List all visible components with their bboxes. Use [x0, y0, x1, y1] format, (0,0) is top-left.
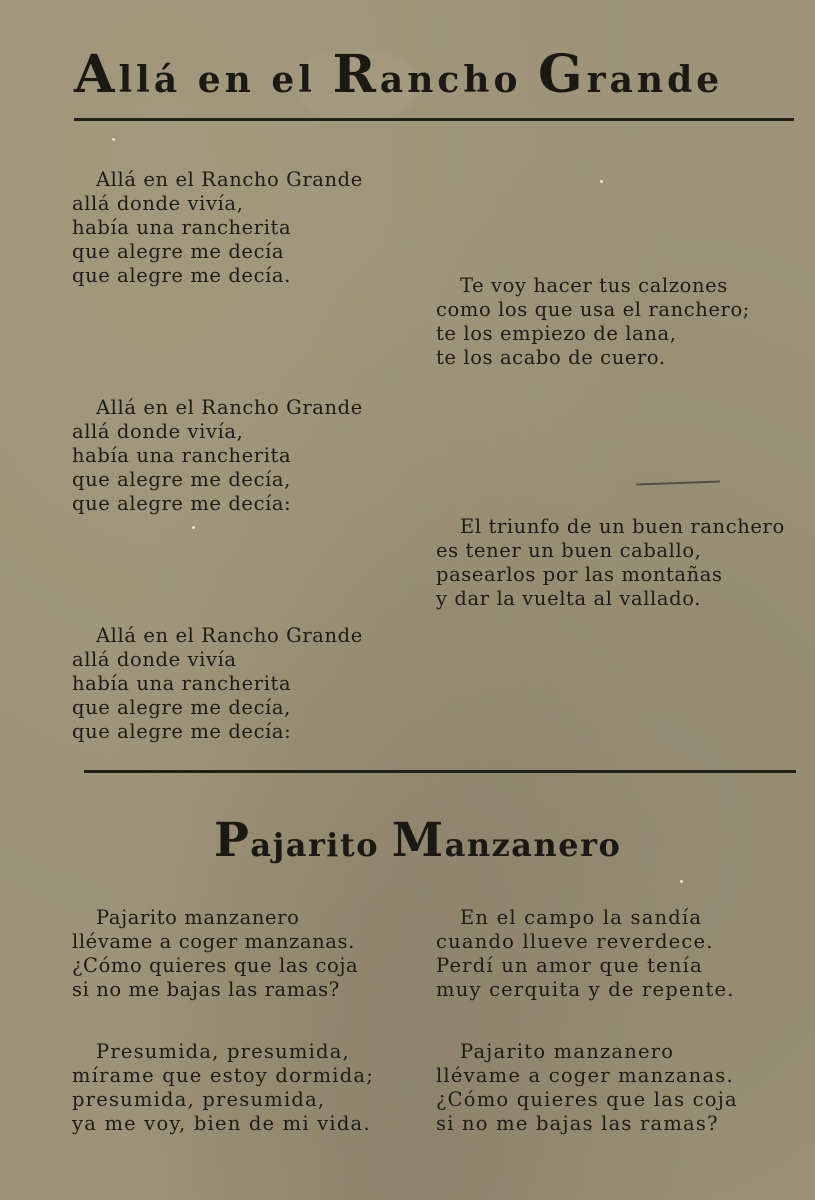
title-underline: [74, 118, 794, 121]
stanza-rancho-2: Te voy hacer tus calzones como los que usa el ranchero; te los empiezo de lana, te los acabo de cuero.: [436, 274, 750, 369]
paper-speck: [680, 880, 683, 883]
song-title-rancho-grande: Allá en el Rancho Grande: [74, 44, 724, 105]
paper-speck: [112, 138, 115, 141]
stanza-pajarito-3: Presumida, presumida, mírame que estoy dormida; presumida, presumida, ya me voy, bien de mi vida.: [72, 1040, 374, 1135]
stanza-rancho-3: Allá en el Rancho Grande allá donde vivía, había una rancherita que alegre me decía, que alegre me decía:: [72, 396, 363, 515]
paper-speck: [600, 180, 603, 183]
stanza-pajarito-2: En el campo la sandía cuando llueve reverdece. Perdí un amor que tenía muy cerquita y de repente.: [436, 906, 735, 1001]
stanza-rancho-1: Allá en el Rancho Grande allá donde vivía, había una rancherita que alegre me decía que alegre me decía.: [72, 168, 363, 287]
song-title-pajarito-manzanero: Pajarito Manzanero: [214, 812, 622, 867]
stanza-rancho-5: Allá en el Rancho Grande allá donde vivía había una rancherita que alegre me decía, que alegre me decía:: [72, 624, 363, 743]
paper-speck: [192, 526, 195, 529]
decorative-dash: [636, 481, 720, 486]
stanza-pajarito-4: Pajarito manzanero llévame a coger manzanas. ¿Cómo quieres que las coja si no me bajas las ramas?: [436, 1040, 738, 1135]
section-divider: [84, 770, 796, 773]
stanza-pajarito-1: Pajarito manzanero llévame a coger manzanas. ¿Cómo quieres que las coja si no me bajas las ramas?: [72, 906, 359, 1001]
stanza-rancho-4: El triunfo de un buen ranchero es tener un buen caballo, pasearlos por las montañas y dar la vuelta al vallado.: [436, 515, 785, 610]
